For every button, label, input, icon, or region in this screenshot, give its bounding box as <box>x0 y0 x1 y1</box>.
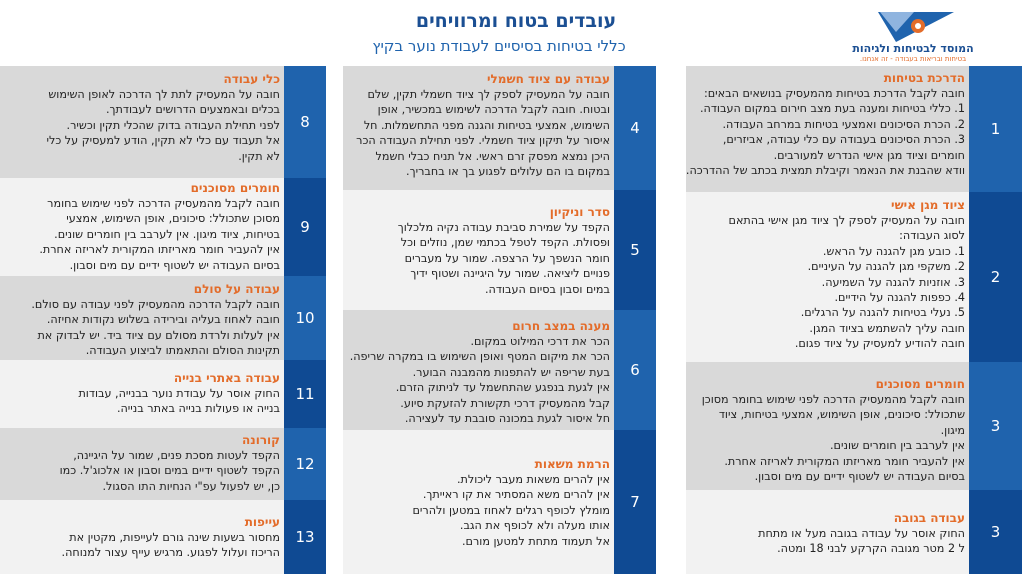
block-number: 5 <box>614 190 656 310</box>
block-construction-sites <box>0 360 284 428</box>
block-title: חומרים מסוכנים <box>190 181 280 195</box>
block-lifting-loads <box>343 430 614 574</box>
block-ladder-work <box>0 276 284 360</box>
block-number: 8 <box>284 66 326 178</box>
block-line: 3. הכרת הסיכונים בעבודה עם כלי עבודה, אביזרים, <box>722 133 965 147</box>
block-line: חובה עליך להשתמש בציוד המגן. <box>809 321 965 335</box>
block-text <box>2 432 280 494</box>
block-line: חומרים וציוד מגן אישי הנדרש למעורבים. <box>773 148 965 162</box>
block-working-at-height <box>686 490 969 574</box>
page-header <box>0 0 1022 66</box>
block-title: עבודה עם ציוד חשמלי <box>487 72 610 86</box>
block-text <box>689 376 965 484</box>
block-line: בכלים ובאמצעים הדרושים לעבודתך. <box>105 103 280 117</box>
block-title: חומרים מסוכנים <box>875 377 965 391</box>
block-number: 13 <box>284 500 326 574</box>
block-line: היכן נמצא מפסק זרם ראשי. אל תניח כבלי חשמל <box>375 149 610 163</box>
page-subtitle: כללי בטיחות בסיסיים לעבודת נוער בקיץ <box>372 37 626 55</box>
block-line: אין לערבב בין חומרים שונים. <box>829 439 965 453</box>
block-line: במים וסבון בסיום העבודה. <box>484 282 610 296</box>
block-title: הדרכת בטיחות <box>883 71 965 85</box>
block-line: בעת שריפה יש להתפנות מהמבנה הבוער. <box>412 365 610 379</box>
block-line: הריכוז ועלול לפגוע. מרגיש עייף עצור למנוחה. <box>61 546 280 560</box>
block-title: מענה במצב חרום <box>512 319 610 333</box>
block-number: 3 <box>969 362 1022 490</box>
block-number: 3 <box>969 490 1022 574</box>
block-line: חובה לאחוז בעליה ובירידה בשלוש נקודות אחיזה. <box>46 313 280 327</box>
block-title: עבודה בגובה <box>893 511 965 525</box>
block-fatigue <box>0 500 284 574</box>
block-line: הכר את מיקום המטף ואופן השימוש בו במקרה שריפה. <box>349 350 610 364</box>
block-safety-training <box>686 66 969 192</box>
block-line: ל 2 מטר מגובה הקרקע לבני 18 ומטה. <box>777 542 965 556</box>
block-hazardous-materials <box>686 362 969 490</box>
block-line: וודא שהבנת את הנאמר וקיבלת תמצית בכתב של ההדרכה. <box>686 164 965 178</box>
page-title: עובדים בטוח ומרוויחים <box>415 10 617 32</box>
block-text <box>689 510 965 557</box>
block-line: שתכולל: סיכונים, אופן השימוש, אמצעי בטיחות, ציוד <box>718 408 965 422</box>
block-line: החוק אוסר על עבודה בגובה מעל או מתחת <box>758 527 965 540</box>
block-line: 3. אוזניות להגנה על השמיעה. <box>821 275 965 289</box>
block-line: אין להעביר חומר מאריזתו המקורית לאריזה אחרת. <box>724 454 965 468</box>
block-line: מסוכן שתכולל: סיכונים, אופן השימוש, אמצעי <box>66 212 280 226</box>
block-line: אין להרים משאות מעבר ליכולת. <box>456 473 610 486</box>
block-line: 2. הכרת הסיכונים ואמצעי בטיחות במרחב העבודה. <box>722 117 965 131</box>
block-line: חובה להודיע למעסיק על ציוד פגום. <box>794 337 965 351</box>
block-line: ופסולת. הקפד לטפל בכתמי שמן, נוזלים וכל <box>400 236 610 250</box>
block-text <box>686 70 965 178</box>
block-line: 4. כפפות להגנה על הידיים. <box>834 291 965 305</box>
block-text <box>345 71 610 179</box>
block-line: אותו מעלה ולא לכופף את הגב. <box>459 519 610 533</box>
block-protective-equipment <box>686 192 969 362</box>
block-line: 2. משקפי מגן להגנה על העיניים. <box>807 260 965 274</box>
block-line: הקפד על שמירת סביבת עבודה נקיה מלכלוך <box>397 221 610 234</box>
block-corona <box>0 428 284 500</box>
block-text <box>345 318 610 426</box>
block-line: בסיום העבודה יש לשטוף ידיים עם מים וסבון. <box>754 470 965 484</box>
block-text <box>2 514 280 561</box>
block-line: 1. כובע מגן להגנה על הראש. <box>822 244 965 258</box>
logo-text <box>833 42 993 63</box>
block-line: מיגון. <box>940 423 965 437</box>
block-title: כלי עבודה <box>223 72 280 86</box>
block-text <box>2 281 280 359</box>
block-number: 10 <box>284 276 326 360</box>
block-order-cleanliness <box>343 190 614 310</box>
block-line: אין להרים משא המסתיר את קו ראייתך. <box>422 488 610 502</box>
block-line: הקפד לעטות מסכת פנים, שמור על היגיינה, <box>73 449 280 462</box>
block-number: 7 <box>614 430 656 574</box>
block-line: הכר את דרכי המילוט במקום. <box>470 335 610 348</box>
block-line: איסור על תיקון ציוד חשמלי. לפני תחילת העבודה הכר <box>356 134 610 148</box>
block-number: 6 <box>614 310 656 430</box>
block-line: בסיום העבודה יש לשטוף ידיים עם מים וסבון. <box>69 258 280 272</box>
block-text <box>2 71 280 164</box>
block-line: תקינות הסולם והתאמתו לביצוע העבודה. <box>85 344 280 358</box>
block-line: השימוש, אמצעי בטיחות והגנה מפני התחשמלות. חל <box>363 118 610 132</box>
block-line: חומר הנשפך על הרצפה. שמור על מעברים <box>404 251 610 265</box>
block-line: מומלץ לכופף רגלים לאחוז במטען ולהרים <box>412 503 610 517</box>
block-line: אל תעבוד עם כלי לא תקין, הודע למעסיק על כלי <box>46 134 280 148</box>
block-line: חובה לקבל מהמעסיק הדרכה לפני שימוש בחומר <box>47 197 280 210</box>
block-text <box>2 180 280 273</box>
block-number: 4 <box>614 66 656 190</box>
block-number: 2 <box>969 192 1022 362</box>
block-line: חל איסור לגעת במכונה סובבת עד לעצירה. <box>404 412 610 426</box>
block-title: עבודה על סולם <box>193 282 280 296</box>
block-number: 1 <box>969 66 1022 192</box>
block-line: חובה על המעסיק לתת לך הדרכה לאופן השימוש <box>48 88 280 101</box>
block-line: בנייה או פעולות בנייה באתר בנייה. <box>116 402 280 416</box>
block-line: בטיחות, ציוד מיגון. אין לערבב בין חומרים שונים. <box>54 227 280 241</box>
block-line: 1. כללי בטיחות ומענה בעת מצב חירום במקום העבודה. <box>699 102 965 116</box>
logo-name: המוסד לבטיחות ולגיהות <box>852 42 974 55</box>
block-line: כן, יש לפעול עפ"י הנחיות התו הסגול. <box>102 479 280 493</box>
block-line: חובה לקבל הדרכת בטיחות מהמעסיק בנושאים הבאים: <box>703 87 965 100</box>
block-line: אין לגעת בנפגע שהתחשמל עד לניתוק הזרם. <box>395 381 610 395</box>
block-title: ציוד מגן אישי <box>891 198 965 212</box>
block-text <box>2 370 280 417</box>
block-title: עבודה באתרי בנייה <box>173 371 280 385</box>
block-line: לא תקין. <box>238 149 280 163</box>
block-text <box>345 456 610 549</box>
block-line: במקום בו הם עלולים לפגוע בך או בחבריך. <box>406 165 610 179</box>
block-line: אין להעביר חומר מאריזתו המקורית לאריזה אחרת. <box>39 243 280 257</box>
block-line: הקפד לשטוף ידיים במים וסבון או אלכוג'ל. כמו <box>59 464 280 478</box>
block-work-tools <box>0 66 284 178</box>
block-emergency-response <box>343 310 614 430</box>
block-line: לפני תחילת העבודה בדוק שהכלי תקין וכשיר. <box>66 118 280 132</box>
block-text <box>345 204 610 297</box>
block-title: סדר וניקיון <box>549 205 610 219</box>
block-line: קבל מהמעסיק דרכי תקשורת להזעקת סיוע. <box>400 396 610 410</box>
block-line: פנויים ליציאה. שמור על היגיינה ושטוף ידיך <box>410 267 610 281</box>
block-number: 12 <box>284 428 326 500</box>
block-hazardous-materials-2 <box>0 178 284 276</box>
block-number: 11 <box>284 360 326 428</box>
block-line: חובה לקבל מהמעסיק הדרכה לפני שימוש בחומר מסוכן <box>701 393 965 406</box>
block-number: 9 <box>284 178 326 276</box>
block-line: לסוג העבודה: <box>899 229 965 243</box>
block-line: אל תעמוד מתחת למטען מורם. <box>462 534 610 548</box>
block-title: קורונה <box>242 433 280 447</box>
logo-tagline: בטיחות ובריאות בעבודה - זה אנחנו. <box>859 55 967 63</box>
block-line: 5. נעלי בטיחות להגנה על הרגלים. <box>800 306 965 320</box>
block-line: החוק אוסר על עבודת נוער בבנייה, עבודות <box>78 387 280 400</box>
block-line: מחסור בשעות שינה גורם לעייפות, מקטין את <box>69 531 280 544</box>
block-title: עייפות <box>244 515 280 529</box>
block-line: אין לעלות ולרדת מסולם עם ציוד ביד. יש לבדוק את <box>37 328 280 342</box>
block-line: ובטוח. חובה לקבל הדרכה לשימוש במכשיר, אופן <box>377 103 610 117</box>
block-line: חובה על המעסיק לספק לך ציוד חשמלי תקין, שלם <box>367 88 610 101</box>
block-line: חובה על המעסיק לספק לך ציוד מגן אישי בהתאם <box>728 214 965 227</box>
block-line: חובה לקבל הדרכה מהמעסיק לפני עבודה עם סולם. <box>31 298 280 311</box>
block-text <box>689 197 965 352</box>
block-electrical-equipment <box>343 66 614 190</box>
block-title: הרמת משאות <box>534 457 610 471</box>
